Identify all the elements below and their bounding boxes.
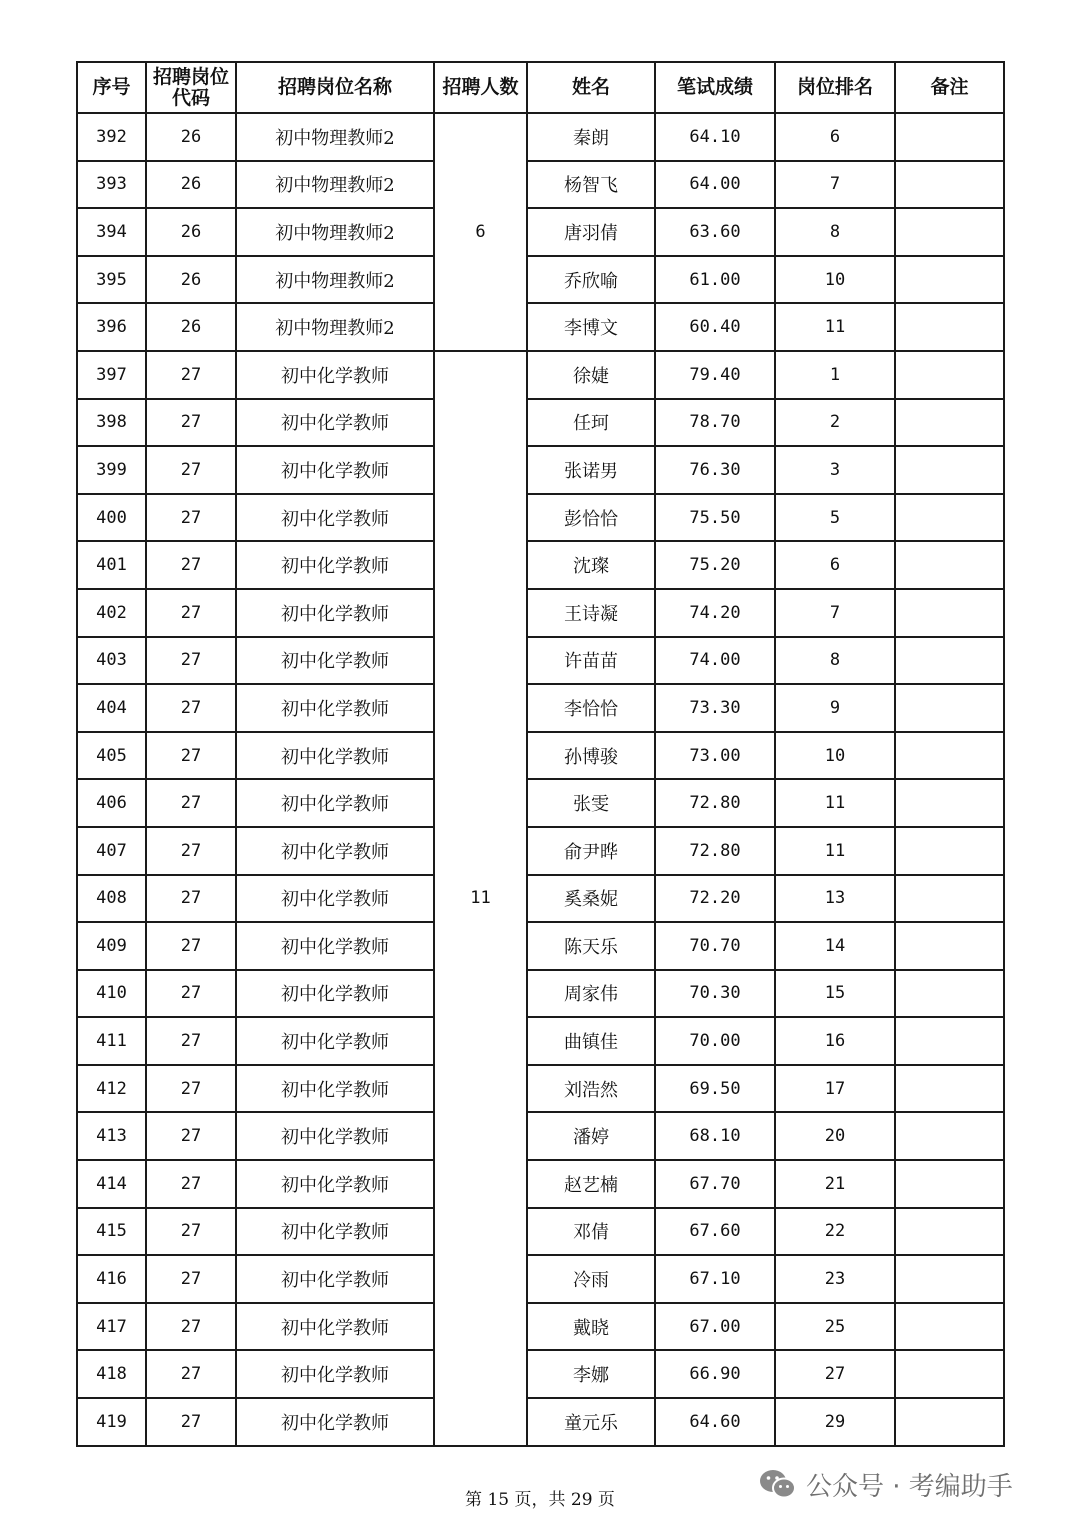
cell-quota: 11: [434, 351, 527, 1446]
cell-post-name: 初中化学教师: [236, 399, 434, 447]
cell-name: 许苗苗: [527, 637, 655, 685]
results-table: [76, 61, 1005, 1447]
cell-rank: 7: [775, 589, 895, 637]
cell-score: 74.00: [655, 637, 775, 685]
cell-score: 70.00: [655, 1017, 775, 1065]
cell-seq: 397: [77, 351, 146, 399]
cell-rank: 15: [775, 970, 895, 1018]
cell-score: 72.80: [655, 779, 775, 827]
watermark: [758, 1466, 1013, 1502]
cell-name: 邓倩: [527, 1208, 655, 1256]
cell-name: 潘婷: [527, 1112, 655, 1160]
cell-post-code: 27: [146, 1350, 236, 1398]
cell-post-code: 27: [146, 399, 236, 447]
cell-post-code: 27: [146, 732, 236, 780]
cell-post-code: 27: [146, 684, 236, 732]
cell-post-code: 27: [146, 922, 236, 970]
table-row: [77, 732, 1004, 780]
cell-post-name: 初中化学教师: [236, 1350, 434, 1398]
cell-seq: 414: [77, 1160, 146, 1208]
cell-rank: 6: [775, 113, 895, 161]
page-footer: 第 15 页，共 29 页: [465, 1490, 615, 1510]
cell-post-code: 27: [146, 1303, 236, 1351]
cell-remark: [895, 208, 1004, 256]
header-post-code: 招聘岗位代码: [146, 62, 236, 113]
cell-post-name: 初中化学教师: [236, 732, 434, 780]
cell-score: 60.40: [655, 303, 775, 351]
cell-seq: 412: [77, 1065, 146, 1113]
table-row: [77, 208, 1004, 256]
cell-score: 75.50: [655, 494, 775, 542]
cell-remark: [895, 303, 1004, 351]
cell-post-code: 27: [146, 494, 236, 542]
cell-remark: [895, 446, 1004, 494]
cell-name: 乔欣喻: [527, 256, 655, 304]
cell-post-name: 初中物理教师2: [236, 208, 434, 256]
cell-rank: 10: [775, 256, 895, 304]
cell-remark: [895, 1017, 1004, 1065]
cell-post-name: 初中化学教师: [236, 970, 434, 1018]
cell-post-code: 27: [146, 589, 236, 637]
cell-seq: 399: [77, 446, 146, 494]
cell-post-code: 27: [146, 1398, 236, 1446]
cell-seq: 393: [77, 161, 146, 209]
cell-rank: 27: [775, 1350, 895, 1398]
cell-remark: [895, 1208, 1004, 1256]
table-row: [77, 637, 1004, 685]
cell-name: 王诗凝: [527, 589, 655, 637]
cell-name: 周家伟: [527, 970, 655, 1018]
cell-post-code: 26: [146, 256, 236, 304]
cell-post-name: 初中化学教师: [236, 922, 434, 970]
cell-post-name: 初中化学教师: [236, 446, 434, 494]
cell-remark: [895, 1350, 1004, 1398]
cell-quota: 6: [434, 113, 527, 351]
table-row: [77, 494, 1004, 542]
cell-remark: [895, 113, 1004, 161]
cell-score: 61.00: [655, 256, 775, 304]
cell-seq: 403: [77, 637, 146, 685]
cell-name: 冷雨: [527, 1255, 655, 1303]
cell-name: 奚桑妮: [527, 875, 655, 923]
cell-post-code: 27: [146, 351, 236, 399]
cell-post-code: 26: [146, 161, 236, 209]
cell-seq: 416: [77, 1255, 146, 1303]
cell-score: 69.50: [655, 1065, 775, 1113]
cell-rank: 13: [775, 875, 895, 923]
table-row: [77, 256, 1004, 304]
cell-remark: [895, 1255, 1004, 1303]
cell-name: 张雯: [527, 779, 655, 827]
cell-rank: 3: [775, 446, 895, 494]
table-row: [77, 541, 1004, 589]
cell-rank: 1: [775, 351, 895, 399]
table-row: [77, 684, 1004, 732]
header-quota: 招聘人数: [434, 62, 527, 113]
cell-seq: 411: [77, 1017, 146, 1065]
table-row: [77, 1208, 1004, 1256]
cell-remark: [895, 589, 1004, 637]
table-row: [77, 970, 1004, 1018]
cell-post-code: 27: [146, 1112, 236, 1160]
cell-remark: [895, 970, 1004, 1018]
cell-score: 72.80: [655, 827, 775, 875]
cell-post-name: 初中物理教师2: [236, 113, 434, 161]
cell-score: 64.60: [655, 1398, 775, 1446]
cell-name: 李博文: [527, 303, 655, 351]
cell-post-name: 初中化学教师: [236, 684, 434, 732]
cell-post-code: 27: [146, 1255, 236, 1303]
cell-score: 75.20: [655, 541, 775, 589]
cell-post-name: 初中化学教师: [236, 494, 434, 542]
cell-rank: 22: [775, 1208, 895, 1256]
wechat-icon: [758, 1467, 798, 1501]
cell-rank: 29: [775, 1398, 895, 1446]
cell-post-name: 初中物理教师2: [236, 303, 434, 351]
cell-score: 67.00: [655, 1303, 775, 1351]
cell-post-code: 27: [146, 827, 236, 875]
cell-remark: [895, 256, 1004, 304]
cell-score: 63.60: [655, 208, 775, 256]
cell-rank: 8: [775, 208, 895, 256]
cell-remark: [895, 779, 1004, 827]
cell-seq: 413: [77, 1112, 146, 1160]
cell-seq: 410: [77, 970, 146, 1018]
header-remark: 备注: [895, 62, 1004, 113]
table-row: [77, 351, 1004, 399]
cell-name: 唐羽倩: [527, 208, 655, 256]
table-row: [77, 1065, 1004, 1113]
cell-remark: [895, 1065, 1004, 1113]
header-score: 笔试成绩: [655, 62, 775, 113]
table-row: [77, 1112, 1004, 1160]
cell-score: 70.70: [655, 922, 775, 970]
cell-name: 李娜: [527, 1350, 655, 1398]
cell-post-name: 初中化学教师: [236, 1255, 434, 1303]
cell-post-name: 初中化学教师: [236, 351, 434, 399]
cell-seq: 417: [77, 1303, 146, 1351]
cell-name: 李恰恰: [527, 684, 655, 732]
cell-post-code: 26: [146, 208, 236, 256]
table-row: [77, 1398, 1004, 1446]
cell-post-name: 初中化学教师: [236, 637, 434, 685]
cell-rank: 8: [775, 637, 895, 685]
cell-remark: [895, 922, 1004, 970]
cell-post-name: 初中化学教师: [236, 1160, 434, 1208]
cell-post-code: 26: [146, 113, 236, 161]
header-post-name: 招聘岗位名称: [236, 62, 434, 113]
cell-rank: 23: [775, 1255, 895, 1303]
cell-post-code: 27: [146, 541, 236, 589]
cell-seq: 402: [77, 589, 146, 637]
cell-rank: 25: [775, 1303, 895, 1351]
header-seq: 序号: [77, 62, 146, 113]
cell-name: 孙博骏: [527, 732, 655, 780]
table-row: [77, 1160, 1004, 1208]
table-row: [77, 446, 1004, 494]
cell-seq: 398: [77, 399, 146, 447]
cell-post-name: 初中化学教师: [236, 589, 434, 637]
header-rank: 岗位排名: [775, 62, 895, 113]
cell-score: 76.30: [655, 446, 775, 494]
cell-name: 曲镇佳: [527, 1017, 655, 1065]
cell-seq: 418: [77, 1350, 146, 1398]
cell-rank: 16: [775, 1017, 895, 1065]
cell-rank: 5: [775, 494, 895, 542]
cell-post-name: 初中化学教师: [236, 779, 434, 827]
cell-rank: 11: [775, 303, 895, 351]
table-row: [77, 1017, 1004, 1065]
cell-score: 66.90: [655, 1350, 775, 1398]
cell-post-code: 26: [146, 303, 236, 351]
cell-seq: 394: [77, 208, 146, 256]
table-row: [77, 1303, 1004, 1351]
cell-name: 杨智飞: [527, 161, 655, 209]
cell-remark: [895, 1112, 1004, 1160]
header-row: [77, 62, 1004, 113]
cell-remark: [895, 684, 1004, 732]
cell-name: 张诺男: [527, 446, 655, 494]
cell-score: 67.10: [655, 1255, 775, 1303]
cell-remark: [895, 494, 1004, 542]
cell-name: 任珂: [527, 399, 655, 447]
cell-remark: [895, 399, 1004, 447]
cell-post-name: 初中物理教师2: [236, 256, 434, 304]
cell-remark: [895, 732, 1004, 780]
cell-seq: 407: [77, 827, 146, 875]
cell-post-name: 初中化学教师: [236, 1112, 434, 1160]
cell-name: 戴晓: [527, 1303, 655, 1351]
cell-score: 67.60: [655, 1208, 775, 1256]
header-name: 姓名: [527, 62, 655, 113]
cell-remark: [895, 875, 1004, 923]
table-row: [77, 113, 1004, 161]
cell-post-name: 初中物理教师2: [236, 161, 434, 209]
cell-remark: [895, 1160, 1004, 1208]
cell-seq: 401: [77, 541, 146, 589]
cell-seq: 406: [77, 779, 146, 827]
cell-score: 64.10: [655, 113, 775, 161]
cell-seq: 400: [77, 494, 146, 542]
table-row: [77, 827, 1004, 875]
cell-post-code: 27: [146, 637, 236, 685]
cell-rank: 6: [775, 541, 895, 589]
cell-remark: [895, 541, 1004, 589]
cell-post-name: 初中化学教师: [236, 1017, 434, 1065]
cell-score: 73.30: [655, 684, 775, 732]
cell-score: 78.70: [655, 399, 775, 447]
cell-seq: 415: [77, 1208, 146, 1256]
cell-remark: [895, 1398, 1004, 1446]
cell-post-code: 27: [146, 1017, 236, 1065]
cell-name: 赵艺楠: [527, 1160, 655, 1208]
cell-seq: 395: [77, 256, 146, 304]
table-row: [77, 589, 1004, 637]
cell-rank: 2: [775, 399, 895, 447]
cell-rank: 17: [775, 1065, 895, 1113]
table-row: [77, 303, 1004, 351]
table-row: [77, 399, 1004, 447]
table-row: [77, 1255, 1004, 1303]
cell-seq: 408: [77, 875, 146, 923]
cell-rank: 10: [775, 732, 895, 780]
cell-name: 刘浩然: [527, 1065, 655, 1113]
cell-post-code: 27: [146, 875, 236, 923]
cell-remark: [895, 351, 1004, 399]
cell-remark: [895, 1303, 1004, 1351]
cell-seq: 404: [77, 684, 146, 732]
cell-name: 童元乐: [527, 1398, 655, 1446]
cell-name: 沈璨: [527, 541, 655, 589]
cell-name: 彭恰恰: [527, 494, 655, 542]
cell-seq: 392: [77, 113, 146, 161]
table-row: [77, 875, 1004, 923]
cell-rank: 11: [775, 827, 895, 875]
cell-seq: 396: [77, 303, 146, 351]
cell-post-code: 27: [146, 1065, 236, 1113]
cell-score: 74.20: [655, 589, 775, 637]
cell-name: 俞尹晔: [527, 827, 655, 875]
cell-name: 陈天乐: [527, 922, 655, 970]
table-row: [77, 161, 1004, 209]
cell-post-name: 初中化学教师: [236, 1065, 434, 1113]
cell-post-name: 初中化学教师: [236, 1208, 434, 1256]
cell-remark: [895, 161, 1004, 209]
cell-rank: 20: [775, 1112, 895, 1160]
cell-rank: 21: [775, 1160, 895, 1208]
cell-post-name: 初中化学教师: [236, 1303, 434, 1351]
table-row: [77, 779, 1004, 827]
watermark-text: 公众号 · 考编助手: [806, 1471, 1013, 1502]
cell-score: 68.10: [655, 1112, 775, 1160]
cell-score: 70.30: [655, 970, 775, 1018]
cell-rank: 11: [775, 779, 895, 827]
cell-seq: 409: [77, 922, 146, 970]
table-body: [77, 113, 1004, 1446]
cell-score: 79.40: [655, 351, 775, 399]
cell-post-code: 27: [146, 779, 236, 827]
table-row: [77, 922, 1004, 970]
cell-score: 67.70: [655, 1160, 775, 1208]
cell-post-code: 27: [146, 446, 236, 494]
cell-post-name: 初中化学教师: [236, 875, 434, 923]
cell-rank: 9: [775, 684, 895, 732]
cell-score: 64.00: [655, 161, 775, 209]
cell-post-code: 27: [146, 1208, 236, 1256]
cell-post-code: 27: [146, 970, 236, 1018]
cell-name: 徐婕: [527, 351, 655, 399]
cell-remark: [895, 637, 1004, 685]
cell-post-name: 初中化学教师: [236, 541, 434, 589]
table-row: [77, 1350, 1004, 1398]
cell-name: 秦朗: [527, 113, 655, 161]
cell-post-name: 初中化学教师: [236, 827, 434, 875]
cell-score: 72.20: [655, 875, 775, 923]
cell-score: 73.00: [655, 732, 775, 780]
cell-remark: [895, 827, 1004, 875]
cell-rank: 14: [775, 922, 895, 970]
cell-post-code: 27: [146, 1160, 236, 1208]
cell-post-name: 初中化学教师: [236, 1398, 434, 1446]
cell-rank: 7: [775, 161, 895, 209]
cell-seq: 419: [77, 1398, 146, 1446]
cell-seq: 405: [77, 732, 146, 780]
